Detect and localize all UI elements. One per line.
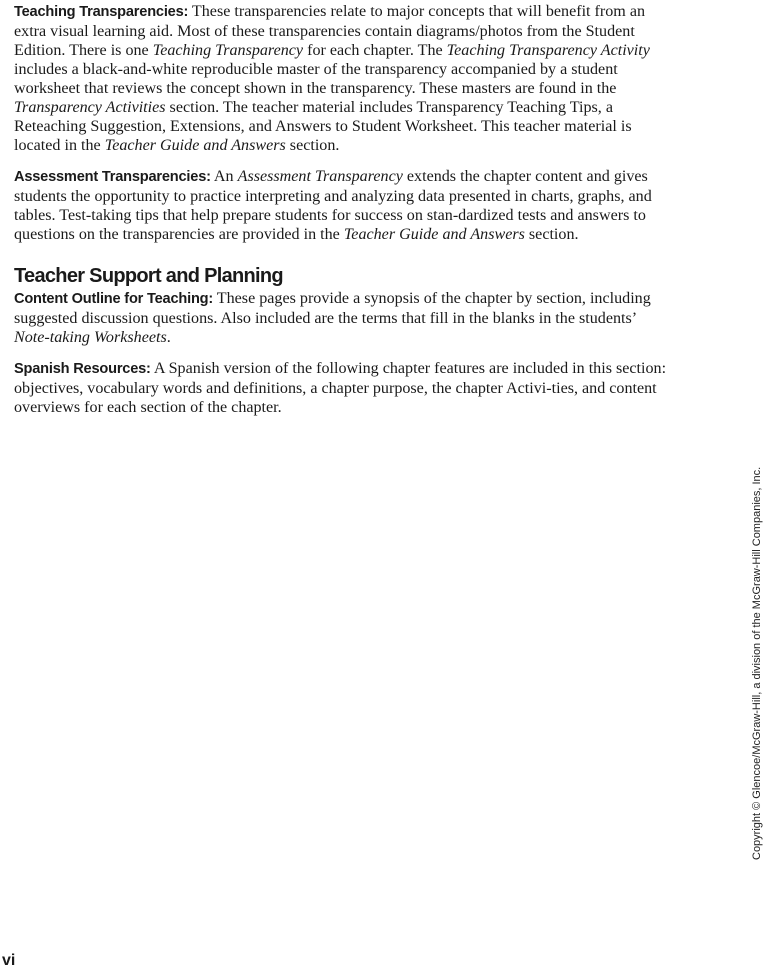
italic-run: Teaching Transparency Activity	[446, 42, 650, 59]
text-run: for each chapter. The	[303, 42, 447, 59]
text-run: includes a black-and-white reproducible master of the transparency accompanied by a student worksheet that reviews the concept shown in the transparency. These masters are found in the	[14, 61, 618, 97]
italic-run: Assessment Transparency	[237, 168, 403, 185]
text-run: These pages provide a synopsis of the chapter by section, including suggested discussion questions. Also included are the terms that fill in the blanks in the students’	[14, 290, 651, 327]
text-run: These transparencies relate to major concepts that will benefit from an extra visual learning aid. Most of these transparencies contain diagrams/photos from the Student Edition. There is one	[14, 3, 646, 59]
content-outline-paragraph	[14, 289, 674, 347]
text-run: .	[166, 329, 171, 346]
spanish-resources-paragraph	[14, 359, 674, 417]
italic-run: Teaching Transparency	[152, 42, 304, 59]
teaching-transparencies-paragraph	[14, 2, 674, 155]
content-outline-lead: Content Outline for Teaching:	[14, 291, 214, 307]
assessment-transparencies-lead: Assessment Transparencies:	[14, 169, 211, 185]
assessment-transparencies-paragraph	[14, 167, 674, 244]
section-heading: Teacher Support and Planning	[14, 265, 283, 287]
text-run: section.	[285, 137, 340, 154]
italic-run: Note-taking Worksheets	[14, 329, 167, 346]
text-run: extends the chapter content and gives students the opportunity to practice interpreting and analyzing data presented in charts, graphs, and tables. Test-taking tips that help prepare students for success on stan-dardized tests and answers to questions on the transparencies are provided in the	[14, 168, 652, 243]
text-run: section.	[524, 226, 579, 243]
text-run: section. The teacher material includes Transparency Teaching Tips, a Reteaching Suggestion, Extensions, and Answers to Student Worksheet. This teacher material is located in the	[14, 99, 632, 154]
page-number: vi	[2, 952, 16, 969]
teaching-transparencies-lead: Teaching Transparencies:	[14, 4, 189, 20]
copyright-notice: Copyright © Glencoe/McGraw-Hill, a division of the McGraw-Hill Companies, Inc.	[751, 466, 763, 860]
italic-run: Transparency Activities	[14, 99, 166, 116]
page-content	[14, 2, 674, 429]
italic-run: Teacher Guide and Answers	[104, 137, 286, 154]
spanish-resources-lead: Spanish Resources:	[14, 361, 151, 377]
text-run: A Spanish version of the following chapter features are included in this section: objectives, vocabulary words and definitions, a chapter purpose, the chapter Activi-ties, and content overviews for each section of the chapter.	[14, 360, 667, 416]
italic-run: Teacher Guide and Answers	[343, 226, 525, 243]
text-run: An	[210, 168, 238, 185]
